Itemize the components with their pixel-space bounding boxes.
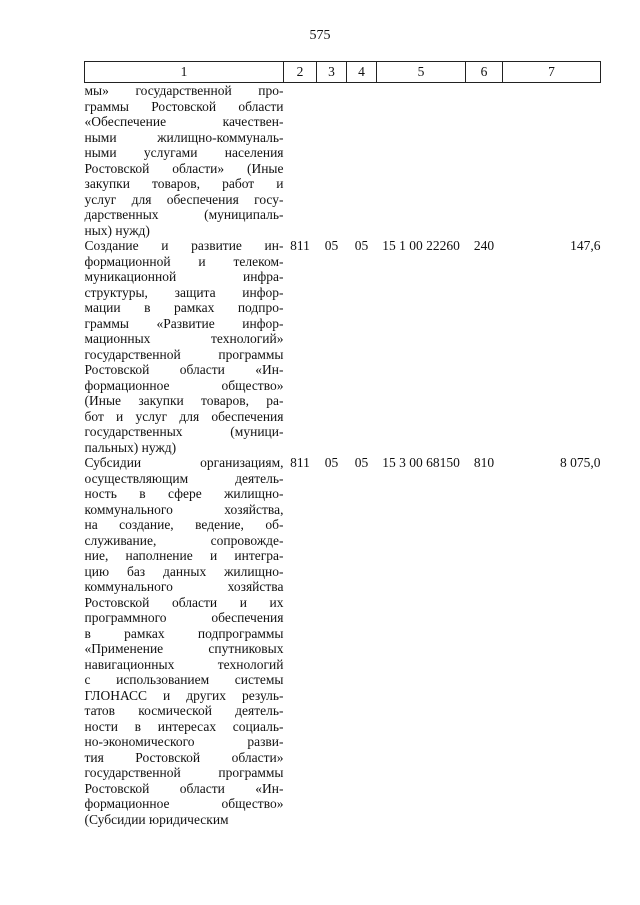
cell-expense-type-code: 240: [473, 238, 495, 253]
description-line: навигационных технологий: [84, 656, 284, 672]
description-line: формационной и телеком-: [84, 253, 284, 269]
description-line: ными жилищно-коммуналь-: [84, 129, 284, 145]
description-line: «Обеспечение качествен-: [84, 114, 284, 129]
cell-target-article-code: 15 1 00 22260: [382, 238, 460, 253]
description-line: пальных) нужд): [84, 439, 177, 455]
budget-table: [84, 61, 601, 827]
description-line: коммунального хозяйства,: [84, 501, 284, 517]
cell-ministry-code: [284, 83, 317, 239]
description-line: Ростовской области «Ин-: [84, 362, 284, 377]
description-line: закупки товаров, работ и: [84, 176, 284, 191]
cell-subsection-code: 05: [354, 455, 369, 470]
description-line: мации в рамках подпро-: [84, 300, 284, 315]
description-line: граммы «Развитие инфор-: [84, 315, 284, 331]
column-header-6: 6: [466, 62, 503, 83]
description-line: ных) нужд): [84, 222, 150, 238]
description-line: Субсидии организациям,: [84, 455, 284, 470]
table-row: [85, 238, 601, 455]
column-header-7: 7: [503, 62, 601, 83]
description-line: муникационной инфра-: [84, 269, 284, 284]
description-line: мы» государственной про-: [84, 83, 284, 98]
column-header-1: 1: [85, 62, 284, 83]
row-description: [85, 455, 284, 827]
description-line: (Субсидии юридическим: [84, 811, 229, 827]
cell-section-code: 05: [324, 455, 339, 470]
description-line: коммунального хозяйства: [84, 579, 284, 594]
description-line: Создание и развитие ин-: [84, 238, 284, 253]
description-line: граммы Ростовской области: [84, 98, 284, 114]
description-line: услуг для обеспечения госу-: [84, 191, 284, 207]
cell-ministry-code: 811: [290, 455, 310, 470]
description-line: Ростовской области «Ин-: [84, 780, 284, 796]
description-line: формационное общество»: [84, 796, 284, 811]
description-line: Ростовской области и их: [84, 594, 284, 610]
description-line: в рамках подпрограммы: [84, 625, 284, 641]
column-header-3: 3: [317, 62, 347, 83]
page-number: 575: [309, 28, 331, 43]
table-header-row: [85, 62, 601, 83]
description-line: Ростовской области» (Иные: [84, 160, 284, 176]
cell-amount: [503, 83, 601, 239]
column-header-2: 2: [284, 62, 317, 83]
description-line: ГЛОНАСС и других резуль-: [84, 687, 284, 703]
cell-expense-type-code: 810: [473, 455, 495, 470]
row-description: [85, 83, 284, 239]
description-line: цию баз данных жилищно-: [84, 563, 284, 579]
description-line: программного обеспечения: [84, 610, 284, 625]
column-header-4: 4: [347, 62, 377, 83]
description-line: «Применение спутниковых: [84, 641, 284, 656]
cell-target-article-code: 15 3 00 68150: [382, 455, 460, 470]
description-line: формационное общество»: [84, 377, 284, 393]
cell-target-article-code: [377, 83, 466, 239]
description-line: на создание, ведение, об-: [84, 517, 284, 532]
description-line: осуществляющим деятель-: [84, 470, 284, 486]
cell-amount: 8 075,0: [560, 455, 601, 470]
description-line: бот и услуг для обеспечения: [84, 408, 284, 424]
description-line: государственных (муници-: [84, 424, 284, 439]
cell-subsection-code: [347, 83, 377, 239]
description-line: (Иные закупки товаров, ра-: [84, 393, 284, 408]
description-line: ние, наполнение и интегра-: [84, 548, 284, 563]
table-row: [85, 455, 601, 827]
description-line: татов космической деятель-: [84, 703, 284, 718]
description-line: ными услугами населения: [84, 145, 284, 160]
cell-section-code: [317, 83, 347, 239]
cell-amount: 147,6: [570, 238, 601, 253]
description-line: государственной программы: [84, 346, 284, 362]
description-line: с использованием системы: [84, 672, 284, 687]
description-line: ность в сфере жилищно-: [84, 486, 284, 501]
description-line: государственной программы: [84, 765, 284, 780]
table-row: [85, 83, 601, 239]
description-line: служивание, сопровожде-: [84, 532, 284, 548]
description-line: тия Ростовской области»: [84, 749, 284, 765]
description-line: дарственных (муниципаль-: [84, 207, 284, 222]
cell-expense-type-code: [466, 83, 503, 239]
row-description: [85, 238, 284, 455]
description-line: ности в интересах социаль-: [84, 718, 284, 734]
column-header-5: 5: [377, 62, 466, 83]
cell-subsection-code: 05: [354, 238, 369, 253]
cell-ministry-code: 811: [290, 238, 310, 253]
description-line: структуры, защита инфор-: [84, 284, 284, 300]
description-line: мационных технологий»: [84, 331, 284, 346]
description-line: но-экономического разви-: [84, 734, 284, 749]
cell-section-code: 05: [324, 238, 339, 253]
